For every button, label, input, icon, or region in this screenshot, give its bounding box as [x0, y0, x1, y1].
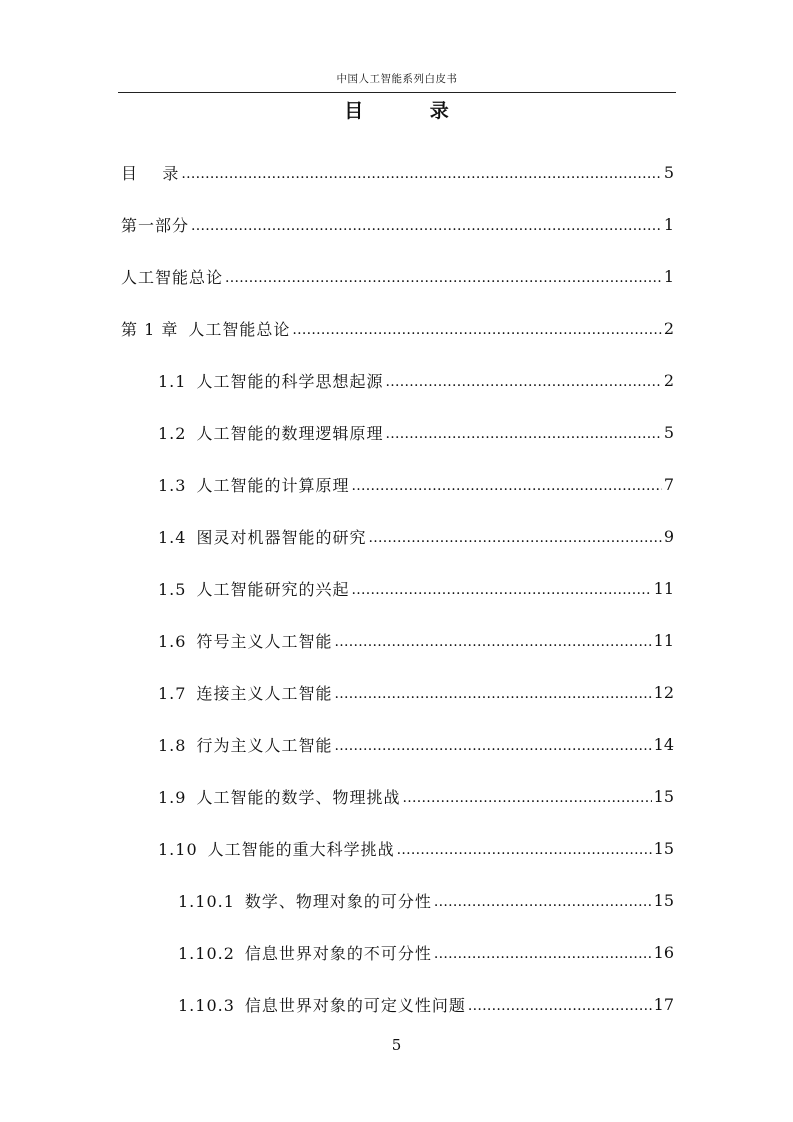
toc-entry-label: 人工智能的数学、物理挑战 — [196, 787, 401, 807]
toc-entry-label: 连接主义人工智能 — [196, 683, 333, 703]
toc-entry-page: 2 — [663, 370, 674, 390]
toc-entry[interactable] — [0, 770, 674, 822]
toc-entry-label: 目 录 — [121, 163, 180, 183]
toc-entry[interactable] — [0, 510, 674, 562]
toc-dot-leader — [434, 891, 652, 907]
toc-entry-number: 第 1 章 — [121, 319, 179, 339]
toc-entry-label: 人工智能的重大科学挑战 — [207, 839, 395, 859]
toc-entry-label: 信息世界对象的不可分性 — [244, 943, 432, 963]
toc-entry-page: 15 — [653, 838, 674, 858]
toc-dot-leader — [468, 995, 652, 1011]
toc-entry[interactable] — [0, 614, 674, 666]
toc-dot-leader — [181, 163, 661, 179]
toc-dot-leader — [402, 787, 651, 803]
toc-entry[interactable] — [0, 562, 674, 614]
toc-entry[interactable] — [0, 458, 674, 510]
toc-entry-number: 1.10.1 — [178, 891, 235, 911]
toc-entry-heading — [158, 837, 395, 860]
toc-dot-leader — [191, 215, 662, 231]
toc-entry-label: 人工智能总论 — [188, 319, 291, 339]
toc-entry-page: 11 — [653, 630, 674, 650]
toc-dot-leader — [351, 579, 651, 595]
toc-entry-page: 15 — [653, 786, 674, 806]
toc-entry-number: 1.10 — [158, 839, 198, 859]
toc-entry[interactable] — [0, 874, 674, 926]
toc-entry-label: 人工智能的计算原理 — [196, 475, 350, 495]
toc-dot-leader — [225, 267, 662, 283]
toc-entry-label: 人工智能的科学思想起源 — [196, 371, 384, 391]
toc-dot-leader — [334, 683, 651, 699]
toc-entry-page: 14 — [653, 734, 674, 754]
toc-entry[interactable] — [0, 198, 674, 250]
toc-entry-label: 人工智能研究的兴起 — [196, 579, 350, 599]
toc-entry-label: 人工智能总论 — [121, 267, 224, 287]
toc-entry-page: 7 — [663, 474, 674, 494]
toc-entry-number: 1.5 — [158, 579, 187, 599]
toc-entry-page: 15 — [653, 890, 674, 910]
toc-entry-label: 数学、物理对象的可分性 — [244, 891, 432, 911]
toc-entry-heading — [158, 733, 332, 756]
toc-entry[interactable] — [0, 354, 674, 406]
toc-entry-page: 5 — [663, 422, 674, 442]
toc-entry-number: 1.2 — [158, 423, 187, 443]
toc-entry[interactable] — [0, 978, 674, 1030]
toc-entry-label: 图灵对机器智能的研究 — [196, 527, 367, 547]
toc-entry[interactable] — [0, 406, 674, 458]
toc-entry-page: 1 — [663, 266, 674, 286]
toc-entry-page: 16 — [653, 942, 674, 962]
toc-entry-heading — [178, 993, 466, 1016]
toc-entry-heading — [178, 889, 432, 912]
toc-dot-leader — [385, 423, 661, 439]
toc-entry-heading — [121, 265, 223, 288]
toc-entry-heading — [158, 785, 400, 808]
toc-entry-number: 1.3 — [158, 475, 187, 495]
toc-entry-page: 9 — [663, 526, 674, 546]
toc-entry-label: 人工智能的数理逻辑原理 — [196, 423, 384, 443]
toc-entry-page: 1 — [663, 214, 674, 234]
toc-title: 目 录 — [344, 100, 479, 122]
toc-dot-leader — [334, 735, 651, 751]
toc-entry-page: 17 — [653, 994, 674, 1014]
toc-entry-heading — [121, 161, 179, 184]
toc-dot-leader — [334, 631, 651, 647]
toc-entry-heading — [121, 317, 290, 340]
running-header — [118, 68, 676, 93]
toc-entry-number: 1.4 — [158, 527, 187, 547]
toc-entry-number: 1.6 — [158, 631, 187, 651]
toc-entry[interactable] — [0, 926, 674, 978]
toc-entry[interactable] — [0, 146, 674, 198]
toc-dot-leader — [385, 371, 661, 387]
toc-entry-label: 第一部分 — [121, 215, 190, 235]
table-of-contents — [0, 146, 793, 1030]
toc-dot-leader — [397, 839, 652, 855]
toc-entry[interactable] — [0, 718, 674, 770]
toc-entry-label: 信息世界对象的可定义性问题 — [244, 995, 466, 1015]
toc-entry-number: 1.10.2 — [178, 943, 235, 963]
toc-entry-label: 符号主义人工智能 — [196, 631, 333, 651]
toc-entry-number: 1.7 — [158, 683, 187, 703]
toc-entry-heading — [158, 577, 349, 600]
toc-entry-heading — [158, 473, 349, 496]
toc-entry-page: 11 — [653, 578, 674, 598]
toc-dot-leader — [292, 319, 661, 335]
toc-entry-heading — [178, 941, 432, 964]
toc-entry-number: 1.8 — [158, 735, 187, 755]
toc-entry-heading — [158, 629, 332, 652]
page-number: 5 — [391, 1036, 402, 1054]
toc-entry-page: 5 — [663, 162, 674, 182]
toc-entry-number: 1.9 — [158, 787, 187, 807]
toc-dot-leader — [351, 475, 661, 491]
toc-entry-heading — [158, 681, 332, 704]
toc-entry-number: 1.1 — [158, 371, 187, 391]
toc-entry[interactable] — [0, 666, 674, 718]
toc-entry-page: 12 — [653, 682, 674, 702]
toc-entry-heading — [158, 369, 383, 392]
toc-entry-heading — [158, 421, 383, 444]
toc-entry-heading — [158, 525, 366, 548]
toc-dot-leader — [434, 943, 652, 959]
toc-entry-number: 1.10.3 — [178, 995, 235, 1015]
running-header-title: 中国人工智能系列白皮书 — [336, 73, 458, 85]
toc-entry[interactable] — [0, 302, 674, 354]
toc-entry-label: 行为主义人工智能 — [196, 735, 333, 755]
toc-dot-leader — [368, 527, 661, 543]
toc-entry-page: 2 — [663, 318, 674, 338]
toc-entry[interactable] — [0, 250, 674, 302]
toc-entry-heading — [121, 213, 189, 236]
toc-entry[interactable] — [0, 822, 674, 874]
